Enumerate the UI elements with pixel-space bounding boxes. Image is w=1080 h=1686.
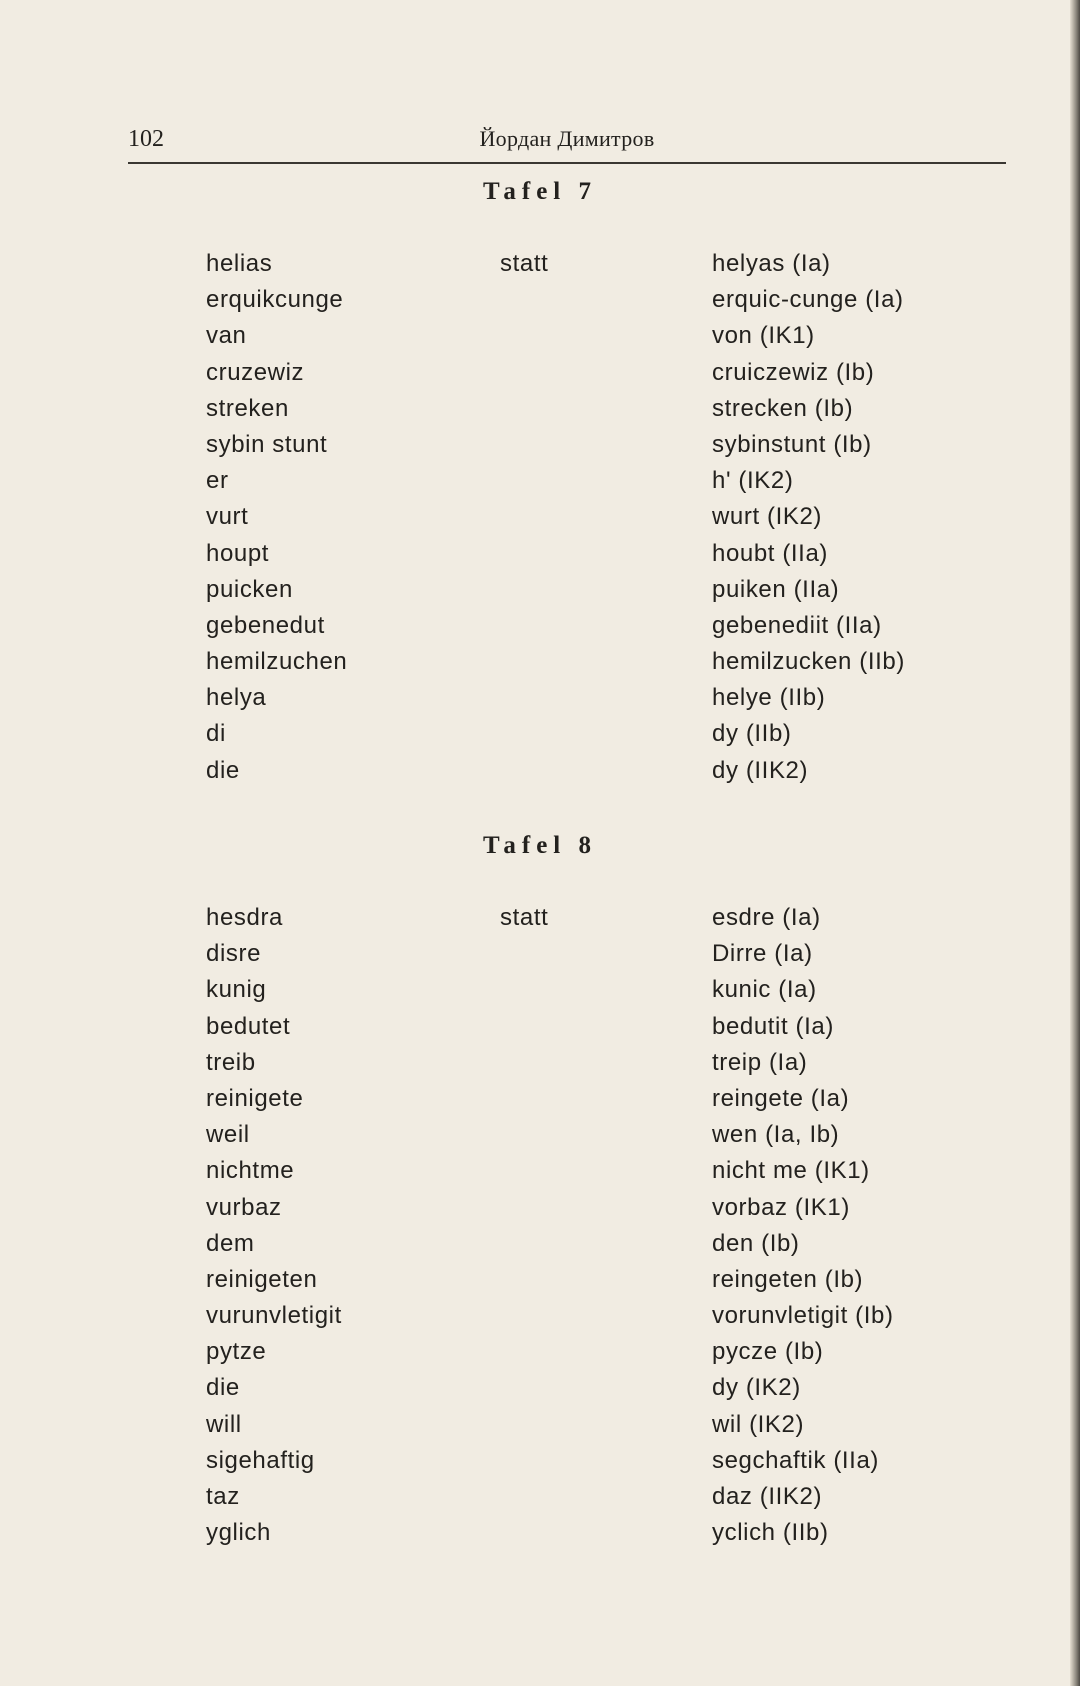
table-row xyxy=(0,467,1080,503)
original-word: hesdra xyxy=(206,904,283,931)
original-word: er xyxy=(206,467,229,495)
original-word: disre xyxy=(206,940,262,968)
table-row xyxy=(0,1013,1080,1049)
original-word: die xyxy=(206,1374,240,1402)
original-word: vurt xyxy=(206,503,249,531)
table-row xyxy=(0,612,1080,648)
original-word: cruzewiz xyxy=(206,358,305,386)
page-number: 102 xyxy=(128,126,164,152)
table-row xyxy=(0,757,1080,793)
original-word: di xyxy=(206,720,226,748)
variant-word: dy (IK2) xyxy=(712,1374,801,1402)
original-word: dem xyxy=(206,1229,255,1257)
variant-word: reingeten (Ib) xyxy=(712,1265,864,1293)
variant-word: segchaftik (IIa) xyxy=(712,1446,879,1474)
table-row xyxy=(0,1519,1080,1555)
table-row xyxy=(0,431,1080,467)
table-row xyxy=(0,940,1080,976)
original-word: taz xyxy=(206,1483,240,1510)
variant-word: daz (IIK2) xyxy=(712,1483,823,1510)
table-row xyxy=(0,720,1080,756)
variant-table xyxy=(0,904,1080,1555)
table-row xyxy=(0,1374,1080,1410)
original-word: vurbaz xyxy=(206,1193,282,1221)
original-word: houpt xyxy=(206,539,270,567)
original-word: streken xyxy=(206,394,289,422)
variant-word: treip (Ia) xyxy=(712,1048,808,1076)
header-rule xyxy=(128,162,1006,164)
table-row xyxy=(0,250,1080,286)
page-header xyxy=(128,126,1006,160)
variant-word: dy (IIK2) xyxy=(712,756,809,784)
table-row xyxy=(0,1049,1080,1085)
table-row xyxy=(0,1157,1080,1193)
variant-word: vorunvletigit (Ib) xyxy=(712,1302,894,1330)
variant-word: vorbaz (IK1) xyxy=(712,1193,850,1221)
original-word: van xyxy=(206,322,247,350)
variant-word: helyas (Ia) xyxy=(712,250,831,277)
table-row xyxy=(0,322,1080,358)
variant-word: houbt (IIa) xyxy=(712,539,828,567)
variant-word: von (IK1) xyxy=(712,322,815,350)
original-word: hemilzuchen xyxy=(206,648,348,676)
table-row xyxy=(0,976,1080,1012)
table-row xyxy=(0,1447,1080,1483)
variant-word: den (Ib) xyxy=(712,1229,800,1257)
table-row xyxy=(0,648,1080,684)
original-word: sigehaftig xyxy=(206,1446,315,1474)
variant-word: kunic (Ia) xyxy=(712,976,817,1004)
table-row xyxy=(0,1121,1080,1157)
tafel-heading: Tafel 7 xyxy=(483,178,597,205)
original-word: vurunvletigit xyxy=(206,1302,342,1330)
original-word: puicken xyxy=(206,575,293,603)
variant-word: helye (IIb) xyxy=(712,684,826,712)
tafel-heading: Tafel 8 xyxy=(483,832,597,859)
table-row xyxy=(0,286,1080,322)
variant-word: Dirre (Ia) xyxy=(712,940,813,968)
variant-word: sybinstunt (Ib) xyxy=(712,430,872,458)
table-row xyxy=(0,1266,1080,1302)
original-word: nichtme xyxy=(206,1157,295,1185)
original-word: helya xyxy=(206,684,267,712)
table-row xyxy=(0,1085,1080,1121)
original-word: helias xyxy=(206,250,273,277)
statt-label: statt xyxy=(500,904,549,931)
variant-word: pycze (Ib) xyxy=(712,1338,824,1366)
original-word: bedutet xyxy=(206,1012,291,1040)
table-row xyxy=(0,1302,1080,1338)
table-row xyxy=(0,576,1080,612)
table-row xyxy=(0,540,1080,576)
table-row xyxy=(0,395,1080,431)
original-word: treib xyxy=(206,1048,256,1076)
variant-word: erquic-cunge (Ia) xyxy=(712,286,904,314)
variant-word: cruiczewiz (Ib) xyxy=(712,358,875,386)
table-row xyxy=(0,1194,1080,1230)
table-row xyxy=(0,359,1080,395)
variant-table xyxy=(0,250,1080,793)
variant-word: h' (IK2) xyxy=(712,467,794,495)
original-word: die xyxy=(206,756,240,784)
table-row xyxy=(0,1411,1080,1447)
variant-word: esdre (Ia) xyxy=(712,904,821,931)
original-word: gebenedut xyxy=(206,611,325,639)
table-row xyxy=(0,1230,1080,1266)
original-word: kunig xyxy=(206,976,267,1004)
variant-word: wurt (IK2) xyxy=(712,503,823,531)
original-word: will xyxy=(206,1410,242,1438)
original-word: reinigeten xyxy=(206,1265,318,1293)
running-title: Йордан Димитров xyxy=(479,126,655,151)
variant-word: wen (Ia, Ib) xyxy=(712,1121,840,1149)
variant-word: wil (IK2) xyxy=(712,1410,805,1438)
original-word: yglich xyxy=(206,1519,271,1547)
table-row xyxy=(0,1483,1080,1519)
variant-word: hemilzucken (IIb) xyxy=(712,648,905,676)
variant-word: puiken (IIa) xyxy=(712,575,840,603)
table-row xyxy=(0,1338,1080,1374)
variant-word: dy (IIb) xyxy=(712,720,792,748)
variant-word: gebenediit (IIa) xyxy=(712,611,882,639)
original-word: sybin stunt xyxy=(206,430,328,458)
original-word: erquikcunge xyxy=(206,286,344,314)
variant-word: yclich (IIb) xyxy=(712,1519,829,1547)
original-word: pytze xyxy=(206,1338,267,1366)
original-word: weil xyxy=(206,1121,250,1149)
variant-word: nicht me (IK1) xyxy=(712,1157,870,1185)
table-row xyxy=(0,904,1080,940)
table-row xyxy=(0,503,1080,539)
variant-word: bedutit (Ia) xyxy=(712,1012,834,1040)
variant-word: reingete (Ia) xyxy=(712,1084,850,1112)
variant-word: strecken (Ib) xyxy=(712,394,854,422)
statt-label: statt xyxy=(500,250,549,277)
original-word: reinigete xyxy=(206,1084,304,1112)
table-row xyxy=(0,684,1080,720)
